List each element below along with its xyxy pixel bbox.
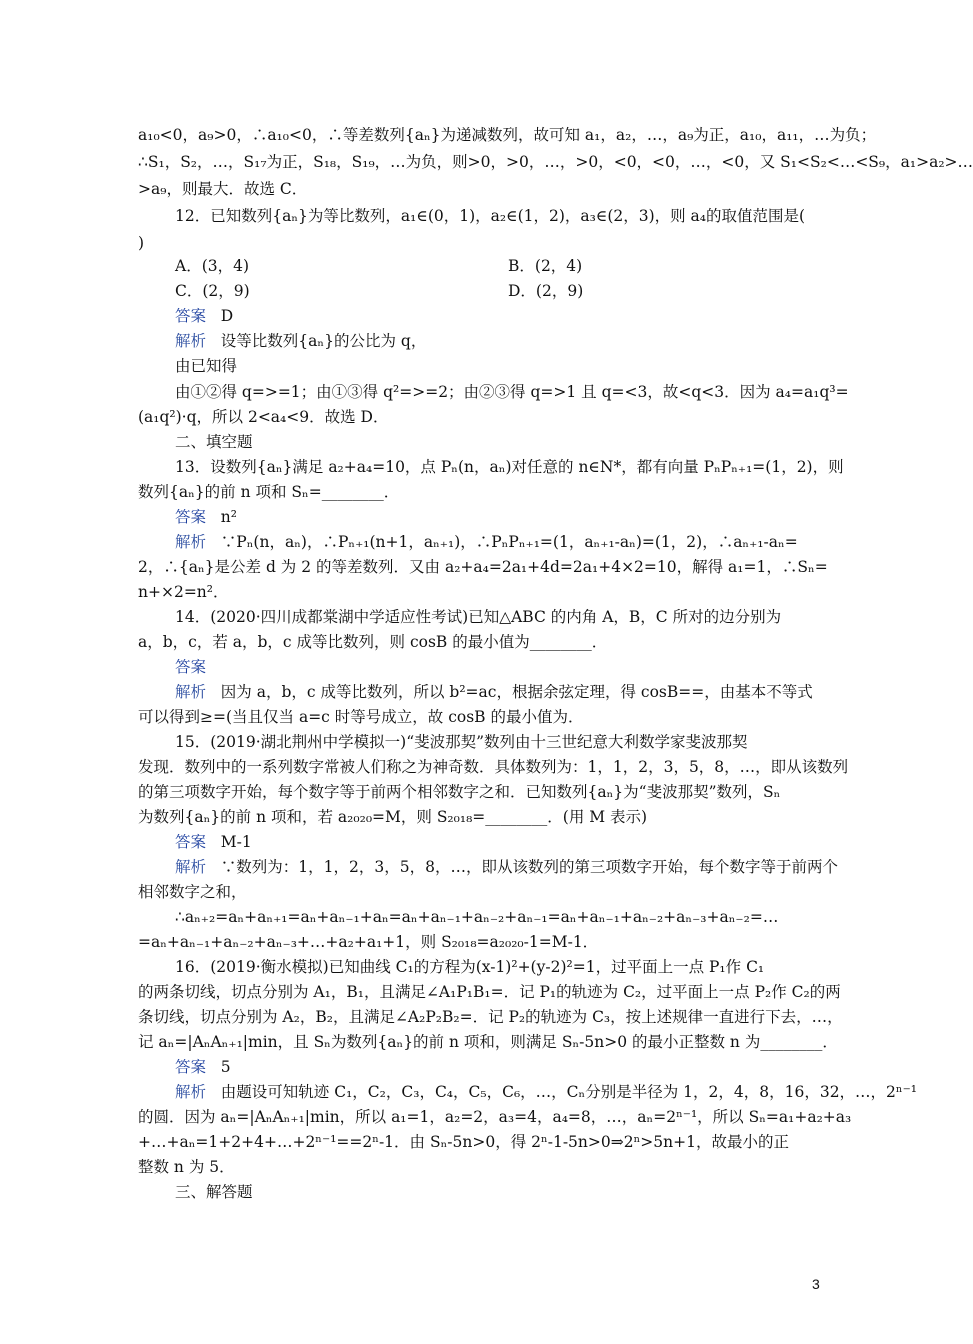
- question-12: 12．已知数列{aₙ}为等比数列，a₁∈(0，1)，a₂∈(1，2)，a₃∈(2，3)，则 a₄的取值范围是(: [175, 207, 806, 225]
- analysis-label: 解析: [175, 1083, 207, 1101]
- text-line: n+×2=n²．: [138, 583, 229, 601]
- text-line: 数列{aₙ}的前 n 项和 Sₙ=________．: [138, 483, 400, 501]
- options-row: [175, 255, 828, 277]
- text-line: 的两条切线，切点分别为 A₁，B₁，且满足∠A₁P₁B₁=．记 P₁的轨迹为 C₂，过平面上一点 P₂作 C₂的两: [138, 983, 841, 1001]
- text-line: 相邻数字之和，: [138, 883, 247, 901]
- answer-label: 答案: [175, 508, 207, 526]
- analysis-label: 解析: [175, 533, 207, 551]
- analysis-row: [175, 681, 828, 703]
- analysis-label: 解析: [175, 858, 207, 876]
- text-line: 发现．数列中的一系列数字常被人们称之为神奇数．具体数列为：1，1，2，3，5，8，…，即从该数列: [138, 758, 849, 776]
- option-b: B．(2，4): [508, 257, 583, 275]
- analysis-row: [175, 531, 828, 553]
- text-line: a，b，c，若 a，b，c 成等比数列，则 cosB 的最小值为________．: [138, 633, 608, 651]
- answer-row: [175, 506, 828, 528]
- answer-value: M-1: [220, 833, 252, 851]
- answer-label: 答案: [175, 1058, 207, 1076]
- text-line: 条切线，切点分别为 A₂，B₂，且满足∠A₂P₂B₂=．记 P₂的轨迹为 C₃，按上述规律一直进行下去，…，: [138, 1008, 843, 1026]
- text-line: 由①②得 q=>=1；由①③得 q²=>=2；由②③得 q=>1 且 q=<3，故<q<3．因为 a₄=a₁q³=: [175, 383, 849, 401]
- answer-row: [175, 831, 828, 853]
- analysis-text: ∵数列为：1，1，2，3，5，8，…，即从该数列的第三项数字开始，每个数字等于前两个: [220, 858, 838, 876]
- text-line: 由已知得: [175, 357, 238, 375]
- analysis-text: 因为 a，b，c 成等比数列，所以 b²=ac，根据余弦定理，得 cosB==，由基本不等式: [220, 683, 813, 701]
- analysis-label: 解析: [175, 683, 207, 701]
- text-line: +…+aₙ=1+2+4+…+2ⁿ⁻¹==2ⁿ-1．由 Sₙ-5n>0，得 2ⁿ-1-5n>0⇒2ⁿ>5n+1，故最小的正: [138, 1133, 789, 1151]
- section-heading: 三、解答题: [175, 1183, 253, 1201]
- question-16: 16．(2019·衡水模拟)已知曲线 C₁的方程为(x-1)²+(y-2)²=1，过平面上一点 P₁作 C₁: [175, 958, 765, 976]
- answer-value: n²: [220, 508, 237, 526]
- analysis-text: ∵Pₙ(n，aₙ)，∴Pₙ₊₁(n+1，aₙ₊₁)，∴PₙPₙ₊₁=(1，aₙ₊₁-aₙ)=(1，2)，∴aₙ₊₁-aₙ=: [220, 533, 798, 551]
- text-line: 记 aₙ=|AₙAₙ₊₁|min，且 Sₙ为数列{aₙ}的前 n 项和，则满足 Sₙ-5n>0 的最小正整数 n 为________．: [138, 1033, 838, 1051]
- text-line: 整数 n 为 5．: [138, 1158, 235, 1176]
- text-line: (a₁q²)·q，所以 2<a₄<9．故选 D．: [138, 408, 389, 426]
- text-line: 可以得到≥=(当且仅当 a=c 时等号成立，故 cosB 的最小值为．: [138, 708, 584, 726]
- text-line: >a₉，则最大．故选 C．: [138, 180, 308, 198]
- analysis-text: 由题设可知轨迹 C₁，C₂，C₃，C₄，C₅，C₆，…，Cₙ分别是半径为 1，2，4，8，16，32，…，2ⁿ⁻¹: [220, 1083, 918, 1101]
- answer-label: 答案: [175, 833, 207, 851]
- text-line: 的第三项数字开始，每个数字等于前两个相邻数字之和．已知数列{aₙ}为“斐波那契”数列，Sₙ: [138, 783, 781, 801]
- text-line: 的圆．因为 aₙ=|AₙAₙ₊₁|min，所以 a₁=1，a₂=2，a₃=4，a₄=8，…，aₙ=2ⁿ⁻¹，所以 Sₙ=a₁+a₂+a₃: [138, 1108, 852, 1126]
- analysis-row: [175, 330, 828, 352]
- answer-row: [175, 1056, 828, 1078]
- option-d: D．(2，9): [508, 282, 584, 300]
- answer-value: 5: [220, 1058, 231, 1076]
- answer-row: [175, 305, 828, 327]
- section-heading: 二、填空题: [175, 433, 253, 451]
- text-line: ∴aₙ₊₂=aₙ+aₙ₊₁=aₙ+aₙ₋₁+aₙ=aₙ+aₙ₋₁+aₙ₋₂+aₙ₋₁=aₙ+aₙ₋₁+aₙ₋₂+aₙ₋₃+aₙ₋₂=…: [175, 908, 779, 926]
- answer-label: 答案: [175, 658, 207, 676]
- text-line: 2，∴{aₙ}是公差 d 为 2 的等差数列．又由 a₂+a₄=2a₁+4d=2a₁+4×2=10，解得 a₁=1，∴Sₙ=: [138, 558, 828, 576]
- text-line: 为数列{aₙ}的前 n 项和，若 a₂₀₂₀=M，则 S₂₀₁₈=________．(用 M 表示): [138, 808, 648, 826]
- option-a: A．(3，4): [175, 257, 250, 275]
- text-line: ∴S₁，S₂，…，S₁₇为正，S₁₈，S₁₉，…为负，则>0，>0，…，>0，<0，<0，…，<0，又 S₁<S₂<…<S₉，a₁>a₂>…: [138, 153, 973, 171]
- question-14: 14．(2020·四川成都棠湖中学适应性考试)已知△ABC 的内角 A，B，C 所对的边分别为: [175, 608, 782, 626]
- page-number: 3: [812, 1276, 820, 1292]
- text-line: =aₙ+aₙ₋₁+aₙ₋₂+aₙ₋₃+…+a₂+a₁+1，则 S₂₀₁₈=a₂₀₂₀-1=M-1．: [138, 933, 599, 951]
- option-c: C．(2，9): [175, 282, 250, 300]
- text-line: ): [138, 234, 145, 252]
- options-row: [175, 280, 828, 302]
- analysis-row: [175, 1081, 918, 1103]
- analysis-label: 解析: [175, 332, 207, 350]
- analysis-text: 设等比数列{aₙ}的公比为 q，: [220, 332, 427, 350]
- answer-label: 答案: [175, 307, 207, 325]
- answer-row: [175, 656, 828, 678]
- question-13: 13．设数列{aₙ}满足 a₂+a₄=10，点 Pₙ(n，aₙ)对任意的 n∈N*，都有向量 PₙPₙ₊₁=(1，2)，则: [175, 458, 844, 476]
- analysis-row: [175, 856, 838, 878]
- text-line: a₁₀<0，a₉>0，∴a₁₀<0，∴等差数列{aₙ}为递减数列，故可知 a₁，a₂，…，a₉为正，a₁₀，a₁₁，…为负；: [138, 126, 877, 144]
- answer-value: D: [220, 307, 234, 325]
- question-15: 15．(2019·湖北荆州中学模拟一)“斐波那契”数列由十三世纪意大利数学家斐波那契: [175, 733, 748, 751]
